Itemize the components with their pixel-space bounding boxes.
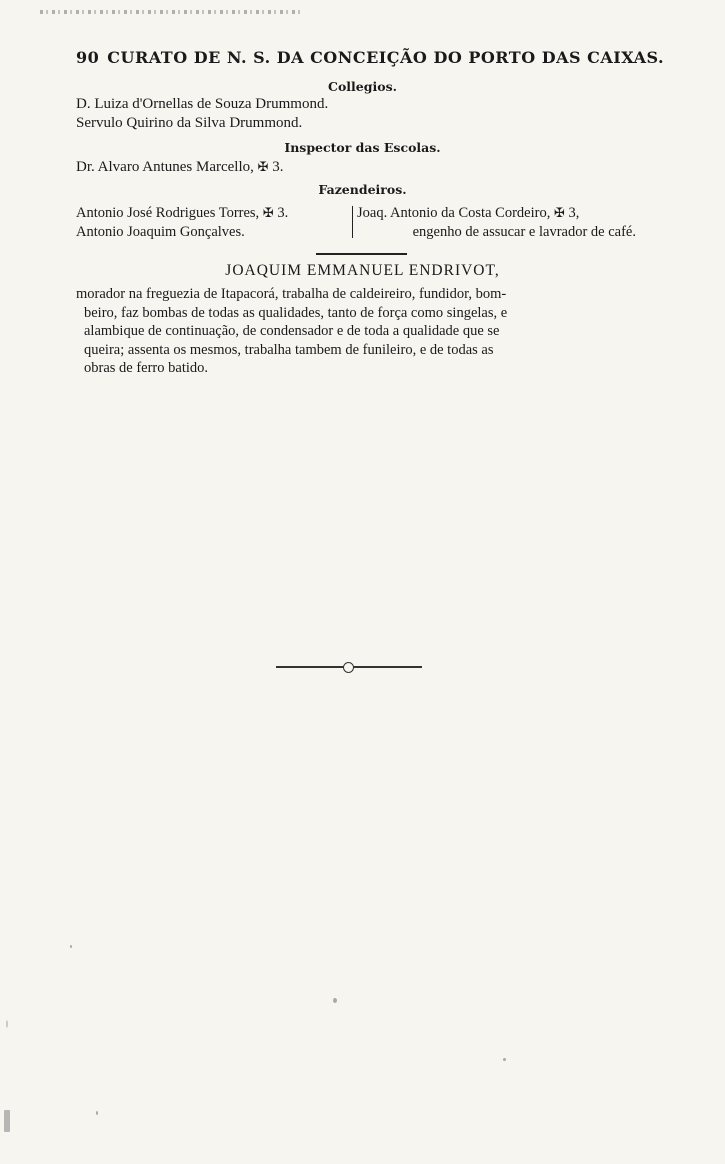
fazendeiro-entry: Joaq. Antonio da Costa Cordeiro, ✠ 3, (357, 205, 580, 221)
fazendeiros-left-column (76, 204, 352, 241)
scan-speck (70, 945, 72, 948)
scan-speck (4, 1110, 10, 1132)
fazendeiros-heading: Fazendeiros. (318, 182, 407, 197)
order-cross-icon: ✠ (553, 206, 565, 221)
section-rule (316, 253, 407, 255)
inspector-name: Dr. Alvaro Antunes Marcello, (76, 159, 254, 175)
advert-line: obras de ferro batido. (84, 360, 209, 376)
inspector-heading: Inspector das Escolas. (284, 140, 441, 155)
running-header (76, 48, 665, 67)
advert-name: JOAQUIM EMMANUEL ENDRIVOT, (225, 262, 500, 279)
inspector-suffix: 3. (272, 159, 284, 175)
ornament-knot-icon (343, 662, 354, 673)
running-title: CURATO DE N. S. DA CONCEIÇÃO DO PORTO DAS CAIXAS. (107, 48, 665, 67)
fazendeiro-entry-note: engenho de assucar e lavrador de café. (412, 224, 636, 240)
page-number: 90 (76, 48, 100, 67)
scan-artifact (40, 10, 300, 14)
collegios-heading: Collegios. (328, 79, 397, 94)
fazendeiro-entry: Antonio Joaquim Gonçalves. (76, 224, 245, 240)
scan-speck (333, 998, 337, 1003)
advert-line: alambique de continuação, de condensador e de toda a qualidade que se (84, 323, 500, 339)
column-divider (352, 206, 353, 238)
order-cross-icon: ✠ (262, 206, 274, 221)
collegios-entry-1: D. Luiza d'Ornellas de Souza Drummond. (76, 96, 329, 112)
collegios-entry-2: Servulo Quirino da Silva Drummond. (76, 115, 303, 131)
advert-line: beiro, faz bombas de todas as qualidades, tanto de força como singelas, e (84, 304, 508, 321)
scan-speck (6, 1020, 8, 1028)
fazendeiros-list (76, 204, 636, 240)
advert-line: queira; assenta os mesmos, trabalha tambem de funileiro, e de todas as (84, 341, 494, 358)
inspector-entry (76, 159, 284, 176)
fazendeiro-entry: Antonio José Rodrigues Torres, ✠ 3. (76, 205, 289, 221)
order-cross-icon: ✠ (257, 160, 269, 175)
advert-paragraph (76, 285, 631, 378)
scan-speck (503, 1058, 506, 1061)
fazendeiros-right-column (357, 204, 636, 241)
advert-line: morador na freguezia de Itapacorá, trabalha de caldeireiro, fundidor, bom- (76, 286, 507, 302)
scan-speck (96, 1111, 98, 1115)
